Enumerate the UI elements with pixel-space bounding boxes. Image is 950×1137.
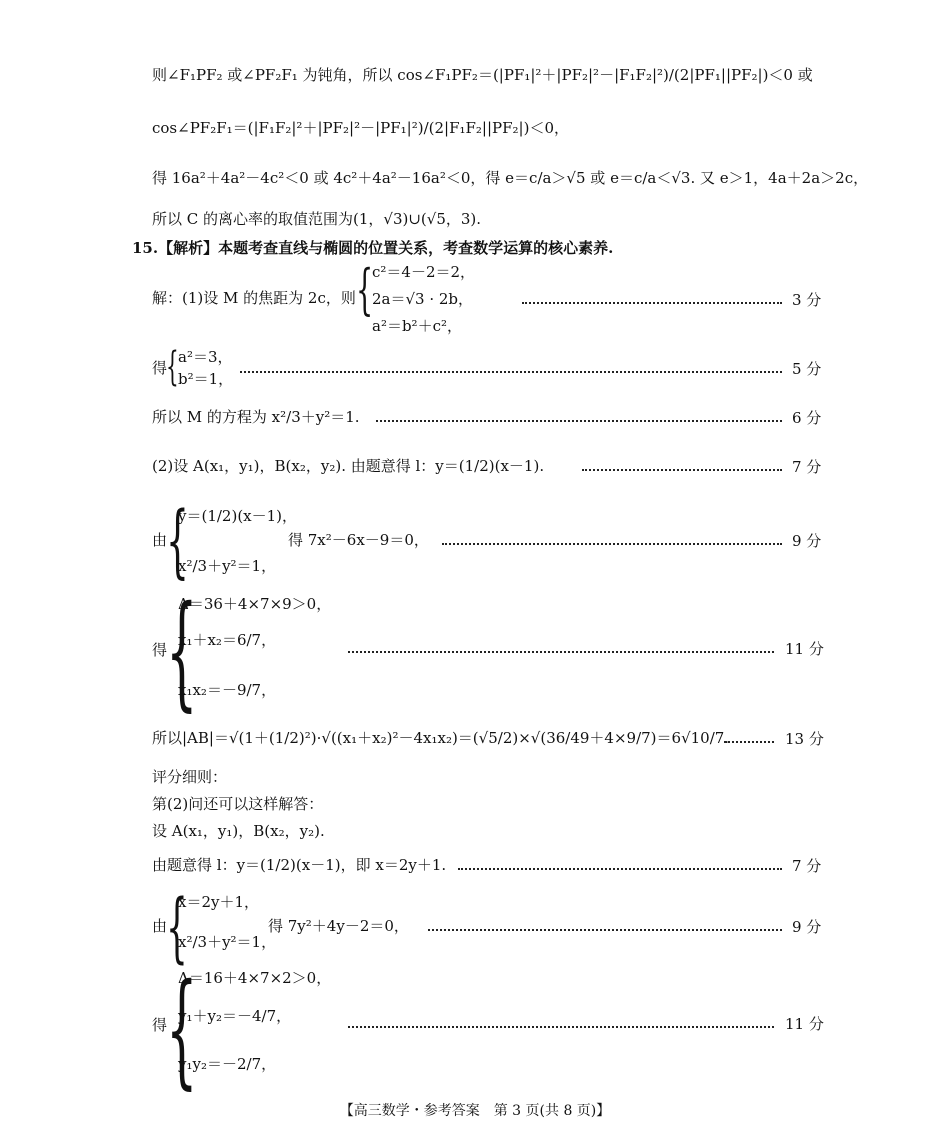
score-label: 13 分 [785, 730, 824, 748]
text-line: 由 [152, 917, 168, 935]
text-line: 评分细则： [152, 768, 228, 786]
text-line: 所以 M 的方程为 x²/3＋y²＝1. [152, 408, 360, 426]
equation: y₁y₂＝－2/7， [178, 1055, 277, 1073]
dot-leader [442, 543, 782, 545]
problem-heading: 15.【解析】本题考查直线与椭圆的位置关系，考查数学运算的核心素养. [132, 239, 614, 257]
text-line: cos∠PF₂F₁＝(|F₁F₂|²＋|PF₂|²－|PF₁|²)/(2|F₁F₂||PF₂|)＜0， [152, 119, 569, 137]
text-line: 由题意得 l：y＝(1/2)(x－1)，即 x＝2y＋1. [152, 856, 447, 874]
left-brace: { [166, 882, 188, 971]
text-line: 得 7x²－6x－9＝0， [288, 531, 429, 549]
dot-leader [348, 651, 774, 653]
equation: a²＝b²＋c²， [372, 317, 462, 335]
page-footer: 【高三数学・参考答案 第 3 页(共 8 页)】 [339, 1103, 611, 1119]
score-label: 3 分 [792, 291, 822, 309]
dot-leader [458, 868, 782, 870]
score-label: 11 分 [785, 640, 824, 658]
equation: c²＝4－2＝2， [372, 263, 476, 281]
equation: Δ＝16＋4×7×2＞0， [178, 969, 332, 987]
dot-leader [428, 929, 782, 931]
score-label: 7 分 [792, 857, 822, 875]
score-label: 11 分 [785, 1015, 824, 1033]
left-brace: { [166, 344, 179, 390]
dot-leader [522, 302, 782, 304]
text-line: 得 [152, 1016, 168, 1034]
score-label: 9 分 [792, 532, 822, 550]
dot-leader [348, 1026, 774, 1028]
dot-leader [582, 469, 782, 471]
equation: a²＝3， [178, 348, 233, 366]
text-line: 则∠F₁PF₂ 或∠PF₂F₁ 为钝角，所以 cos∠F₁PF₂＝(|PF₁|²＋|PF₂|²－|F₁F₂|²)/(2|PF₁||PF₂|)＜0 或 [152, 66, 813, 84]
equation: x²/3＋y²＝1， [178, 933, 277, 951]
equation: x₁x₂＝－9/7， [178, 681, 277, 699]
text-line: 得 [152, 641, 168, 659]
score-label: 7 分 [792, 458, 822, 476]
text-line: 所以|AB|＝√(1＋(1/2)²)·√((x₁＋x₂)²－4x₁x₂)＝(√5/2)×√(36/49＋4×9/7)＝6√10/7. [152, 729, 730, 747]
text-line: 设 A(x₁，y₁)，B(x₂，y₂). [152, 822, 325, 840]
text-line: 所以 C 的离心率的取值范围为(1，√3)∪(√5，3). [152, 210, 482, 228]
text-line: 解：(1)设 M 的焦距为 2c，则 [152, 289, 356, 307]
equation: x＝2y＋1， [178, 893, 260, 911]
score-label: 5 分 [792, 360, 822, 378]
text-line: (2)设 A(x₁，y₁)，B(x₂，y₂). 由题意得 l：y＝(1/2)(x－1). [152, 457, 545, 475]
text-line: 得 [152, 359, 168, 377]
text-line: 得 7y²＋4y－2＝0， [268, 917, 409, 935]
score-label: 6 分 [792, 409, 822, 427]
equation: x²/3＋y²＝1， [178, 557, 277, 575]
equation: b²＝1， [178, 370, 234, 388]
dot-leader [240, 371, 782, 373]
left-brace: { [356, 258, 374, 321]
dot-leader [724, 741, 774, 743]
dot-leader [376, 420, 782, 422]
equation: y＝(1/2)(x－1)， [178, 507, 298, 525]
equation: 2a＝√3 · 2b， [372, 290, 474, 308]
score-label: 9 分 [792, 918, 822, 936]
text-line: 由 [152, 531, 168, 549]
left-brace: { [166, 494, 189, 587]
left-brace: { [166, 958, 198, 1102]
text-line: 第(2)问还可以这样解答： [152, 795, 324, 813]
equation: y₁＋y₂＝－4/7， [178, 1007, 292, 1025]
equation: x₁＋x₂＝6/7， [178, 631, 277, 649]
left-brace: { [166, 580, 198, 724]
equation: Δ＝36＋4×7×9＞0， [178, 595, 332, 613]
text-line: 得 16a²＋4a²－4c²＜0 或 4c²＋4a²－16a²＜0，得 e＝c/a＞√5 或 e＝c/a＜√3. 又 e＞1，4a＋2a＞2c， [152, 169, 869, 187]
